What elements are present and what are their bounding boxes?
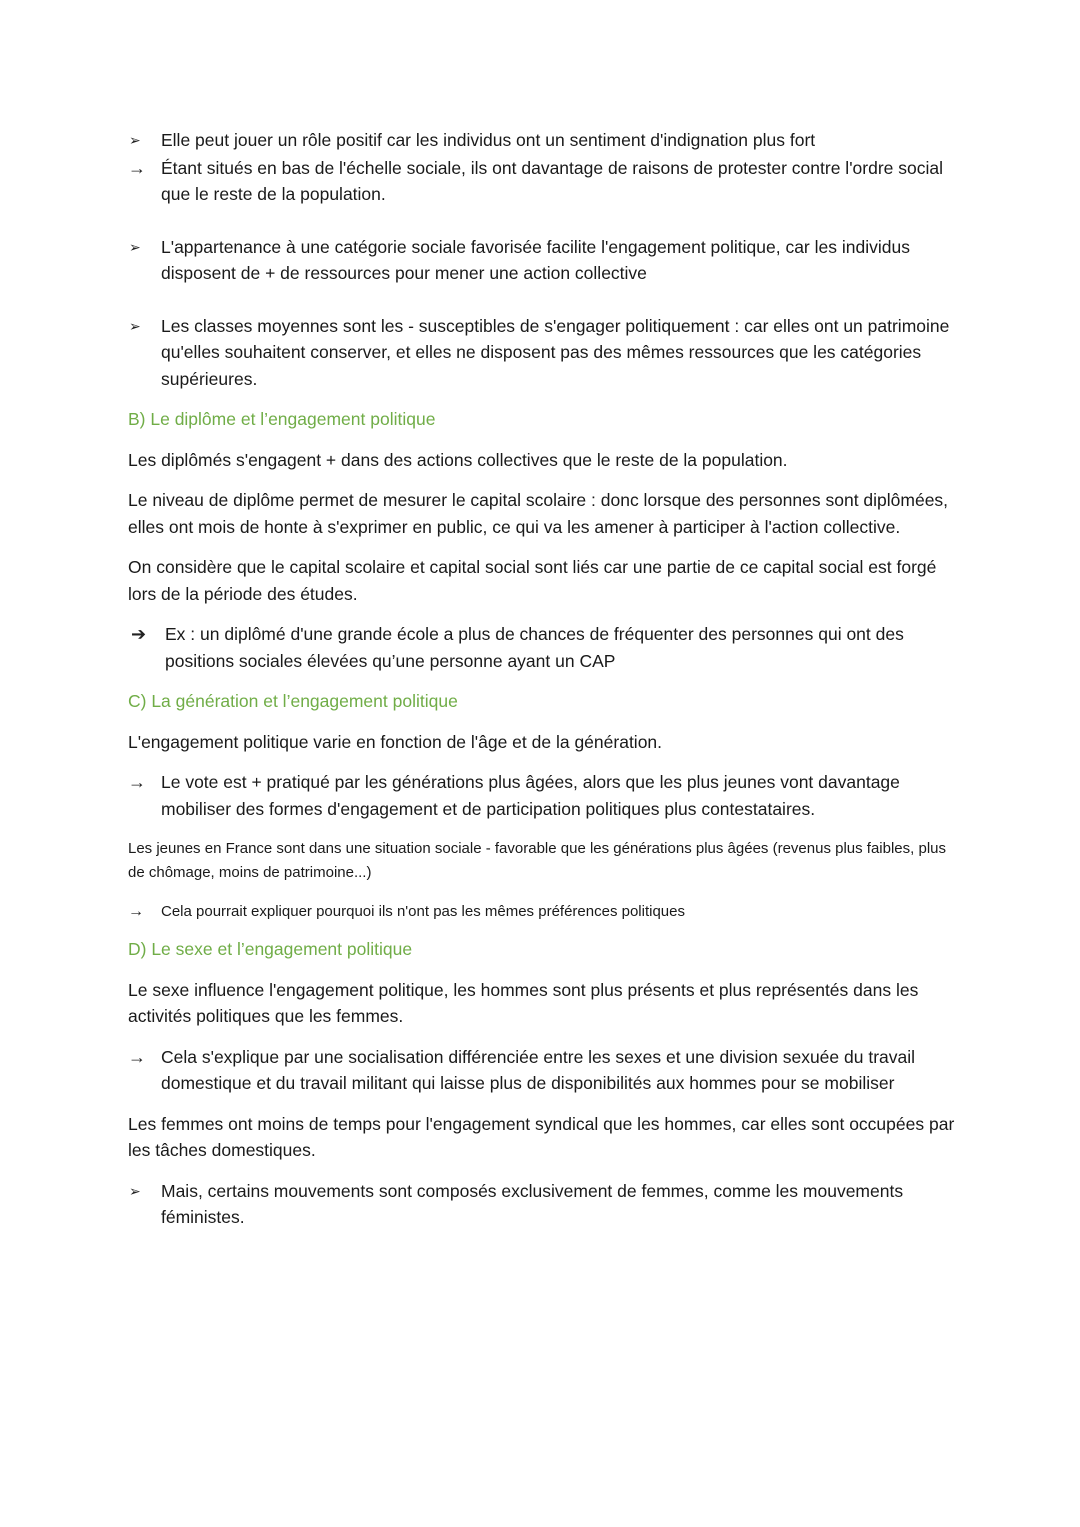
bullet-item (128, 769, 958, 822)
paragraph: Le niveau de diplôme permet de mesurer le capital scolaire : donc lorsque des personnes sont diplômées, elles ont mois de honte à s'exprimer en public, ce qui va les amener à participer à l'action collective. (128, 490, 949, 537)
paragraph: Les jeunes en France sont dans une situation sociale - favorable que les générations plus âgées (revenus plus faibles, plus de chômage, moins de patrimoine...) (128, 840, 947, 881)
paragraph: Le sexe influence l'engagement politique, les hommes sont plus présents et plus représentés dans les activités politiques que les femmes. (128, 979, 919, 1026)
bullet-item (128, 313, 958, 393)
triangle-bullet-icon: ➢ (129, 1182, 141, 1199)
bullet-text: Ex : un diplômé d'une grande école a plus de chances de fréquenter des personnes qui ont des positions sociales élevées qu’une personne ayant un CAP (165, 624, 904, 671)
bullet-text: Cela s'explique par une socialisation différenciée entre les sexes et une division sexuée du travail domestique et du travail militant qui laisse plus de disponibilités aux hommes pour se mobiliser (161, 1046, 916, 1093)
bullet-item (128, 900, 958, 924)
bullet-text: L'appartenance à une catégorie sociale favorisée facilite l'engagement politique, car les individus disposent de + de ressources pour mener une action collective (161, 236, 910, 283)
bullet-item (128, 155, 958, 208)
paragraph: L'engagement politique varie en fonction de l'âge et de la génération. (128, 731, 663, 752)
section-heading-c: C) La génération et l’engagement politique (128, 691, 458, 711)
triangle-bullet-icon: ➢ (129, 317, 141, 334)
bullet-text: Cela pourrait expliquer pourquoi ils n'ont pas les mêmes préférences politiques (161, 903, 685, 920)
arrow-bullet-icon: → (128, 1046, 146, 1067)
section-heading-b: B) Le diplôme et l’engagement politique (128, 409, 436, 429)
bullet-text: Le vote est + pratiqué par les générations plus âgées, alors que les plus jeunes vont davantage mobiliser des formes d'engagement et de participation politiques plus contestataires. (161, 772, 900, 819)
bullet-item (128, 621, 958, 674)
arrow-bullet-icon: → (128, 903, 144, 920)
bullet-item (128, 234, 958, 287)
bullet-text: Elle peut jouer un rôle positif car les individus ont un sentiment d'indignation plus fort (161, 130, 816, 150)
section-heading-d: D) Le sexe et l’engagement politique (128, 939, 413, 959)
triangle-bullet-icon: ➢ (129, 132, 141, 148)
bullet-item (128, 1044, 958, 1097)
paragraph: Les diplômés s'engagent + dans des actions collectives que le reste de la population. (128, 449, 788, 470)
bullet-text: Les classes moyennes sont les - susceptibles de s'engager politiquement : car elles ont un patrimoine qu'elles souhaitent conserver, et elles ne disposent pas des mêmes ressources que les catégories supérieures. (161, 315, 950, 389)
arrow-bullet-icon: → (128, 772, 146, 792)
bullet-text: Mais, certains mouvements sont composés exclusivement de femmes, comme les mouvements féministes. (161, 1180, 904, 1227)
document-page (128, 127, 958, 1231)
triangle-bullet-icon: ➢ (129, 238, 141, 255)
paragraph: Les femmes ont moins de temps pour l'engagement syndical que les hommes, car elles sont occupées par les tâches domestiques. (128, 1113, 955, 1160)
bullet-item (128, 1178, 958, 1231)
bullet-text: Étant situés en bas de l'échelle sociale, ils ont davantage de raisons de protester contre l'ordre social que le reste de la population. (161, 157, 943, 204)
bold-arrow-bullet-icon: ➔ (131, 624, 147, 644)
bullet-item (128, 127, 958, 154)
arrow-bullet-icon: → (128, 157, 146, 178)
paragraph: On considère que le capital scolaire et capital social sont liés car une partie de ce capital social est forgé lors de la période des études. (128, 557, 937, 604)
